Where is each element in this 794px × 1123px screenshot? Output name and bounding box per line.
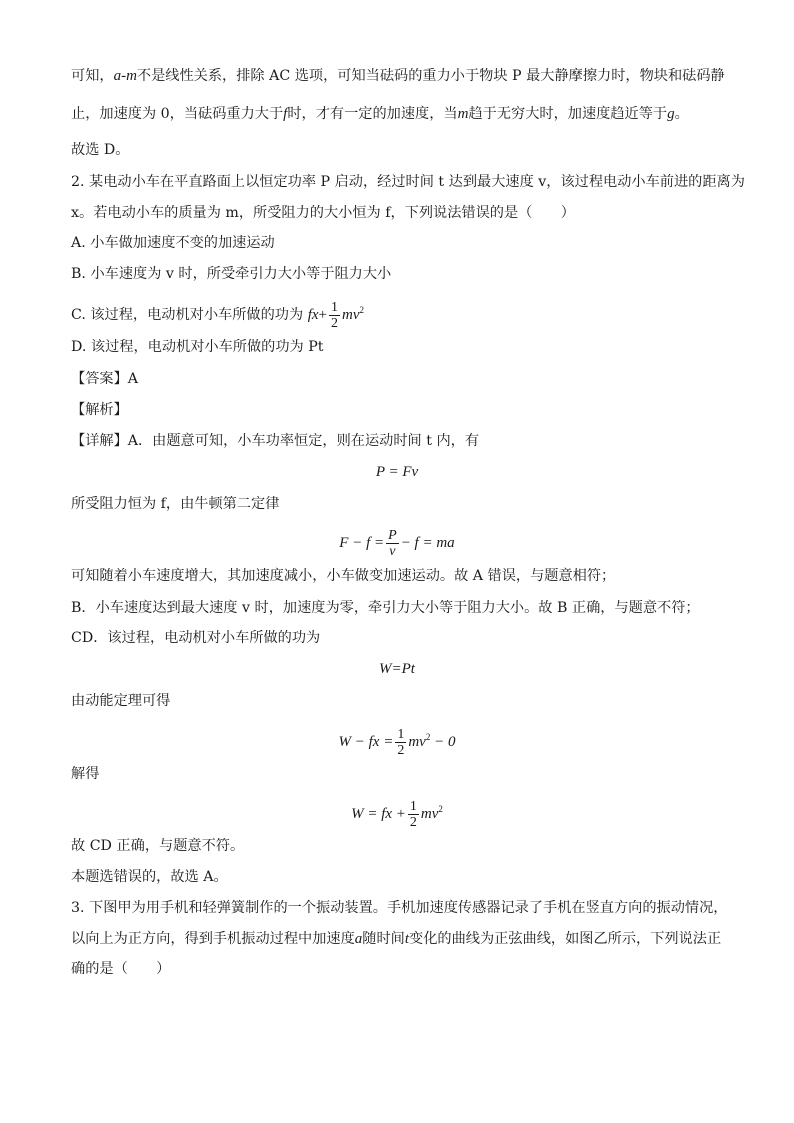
q2-detail-newton: 所受阻力恒为 f，由牛顿第二定律 [71,496,280,512]
equation-kinetic-energy: W − fx = $\frac{1}{2}$ $mv^2 - 0$ [338,727,456,758]
math-expression-fx-half-mv2: fx+ $\frac{1}{2}$ $mv^2$ [307,300,364,331]
q2-option-b: B. 小车速度为 v 时，所受牵引力大小等于阻力大小 [71,266,392,282]
fraction-one-half: $\frac{1}{2}$ [409,799,417,830]
q2-analysis-heading: 【解析】 [71,402,128,418]
q2-detail-cd-conclusion: 故 CD 正确，与题意不符。 [71,838,245,854]
fraction-one-half: $\frac{1}{2}$ [397,727,405,758]
equation-p-fv: P = Fv [375,464,419,480]
prev-solution-line-1: 可知，a-m不是线性关系，排除 AC 选项，可知当砝码的重力小于物块 P 最大静摩擦力时，物块和砝码静 [71,68,725,84]
prev-solution-conclusion: 故选 D。 [71,142,130,158]
q2-stem-line-2: x。若电动小车的质量为 m，所受阻力的大小恒为 f，下列说法错误的是（ ） [71,205,575,221]
q3-stem-line-3: 确的是（ ） [71,961,171,977]
q3-stem-line-1: 3. 下图甲为用手机和轻弹簧制作的一个振动装置。手机加速度传感器记录了手机在竖直方向的振动情况， [71,900,728,916]
q2-final-choice: 本题选错误的，故选 A。 [71,869,228,885]
q2-detail-a-conclusion: 可知随着小车速度增大，其加速度减小，小车做变加速运动。故 A 错误，与题意相符； [71,568,616,584]
prev-solution-line-2: 止，加速度为 0，当砝码重力大于f时，才有一定的加速度，当m趋于无穷大时，加速度趋近等于g。 [71,106,689,122]
fraction-p-over-v: $\frac{P}{v}$ [388,528,397,559]
equation-newton-second-law: F − f = $\frac{P}{v}$ − f = ma [339,528,455,559]
inline-math-am: a-m [113,68,137,84]
equation-w-result: W = fx + $\frac{1}{2}$ $mv^2$ [351,799,443,830]
q2-detail-b: B．小车速度达到最大速度 v 时，加速度为零，牵引力大小等于阻力大小。故 B 正确，与题意不符； [71,600,700,616]
q2-detail-solve: 解得 [71,766,100,782]
q2-detail-cd: CD．该过程，电动机对小车所做的功为 [71,630,321,646]
q2-option-c: C. 该过程，电动机对小车所做的功为 fx+ $\frac{1}{2}$ $mv^2$ [71,300,364,331]
equation-w-pt: W=Pt [379,661,415,677]
q2-option-a: A. 小车做加速度不变的加速运动 [71,235,275,251]
fraction-one-half: $\frac{1}{2}$ [331,300,338,331]
q3-stem-line-2: 以向上为正方向，得到手机振动过程中加速度a随时间t变化的曲线为正弦曲线，如图乙所示，下列说法正 [71,931,722,947]
q2-answer: 【答案】A [71,371,138,387]
q2-detail-energy-theorem: 由动能定理可得 [71,693,171,709]
q2-detail-a: 【详解】A．由题意可知，小车功率恒定，则在运动时间 t 内，有 [71,433,480,449]
q2-option-d: D. 该过程，电动机对小车所做的功为 Pt [71,339,324,355]
q2-stem-line-1: 2. 某电动小车在平直路面上以恒定功率 P 启动，经过时间 t 达到最大速度 v，该过程电动小车前进的距离为 [71,174,745,190]
